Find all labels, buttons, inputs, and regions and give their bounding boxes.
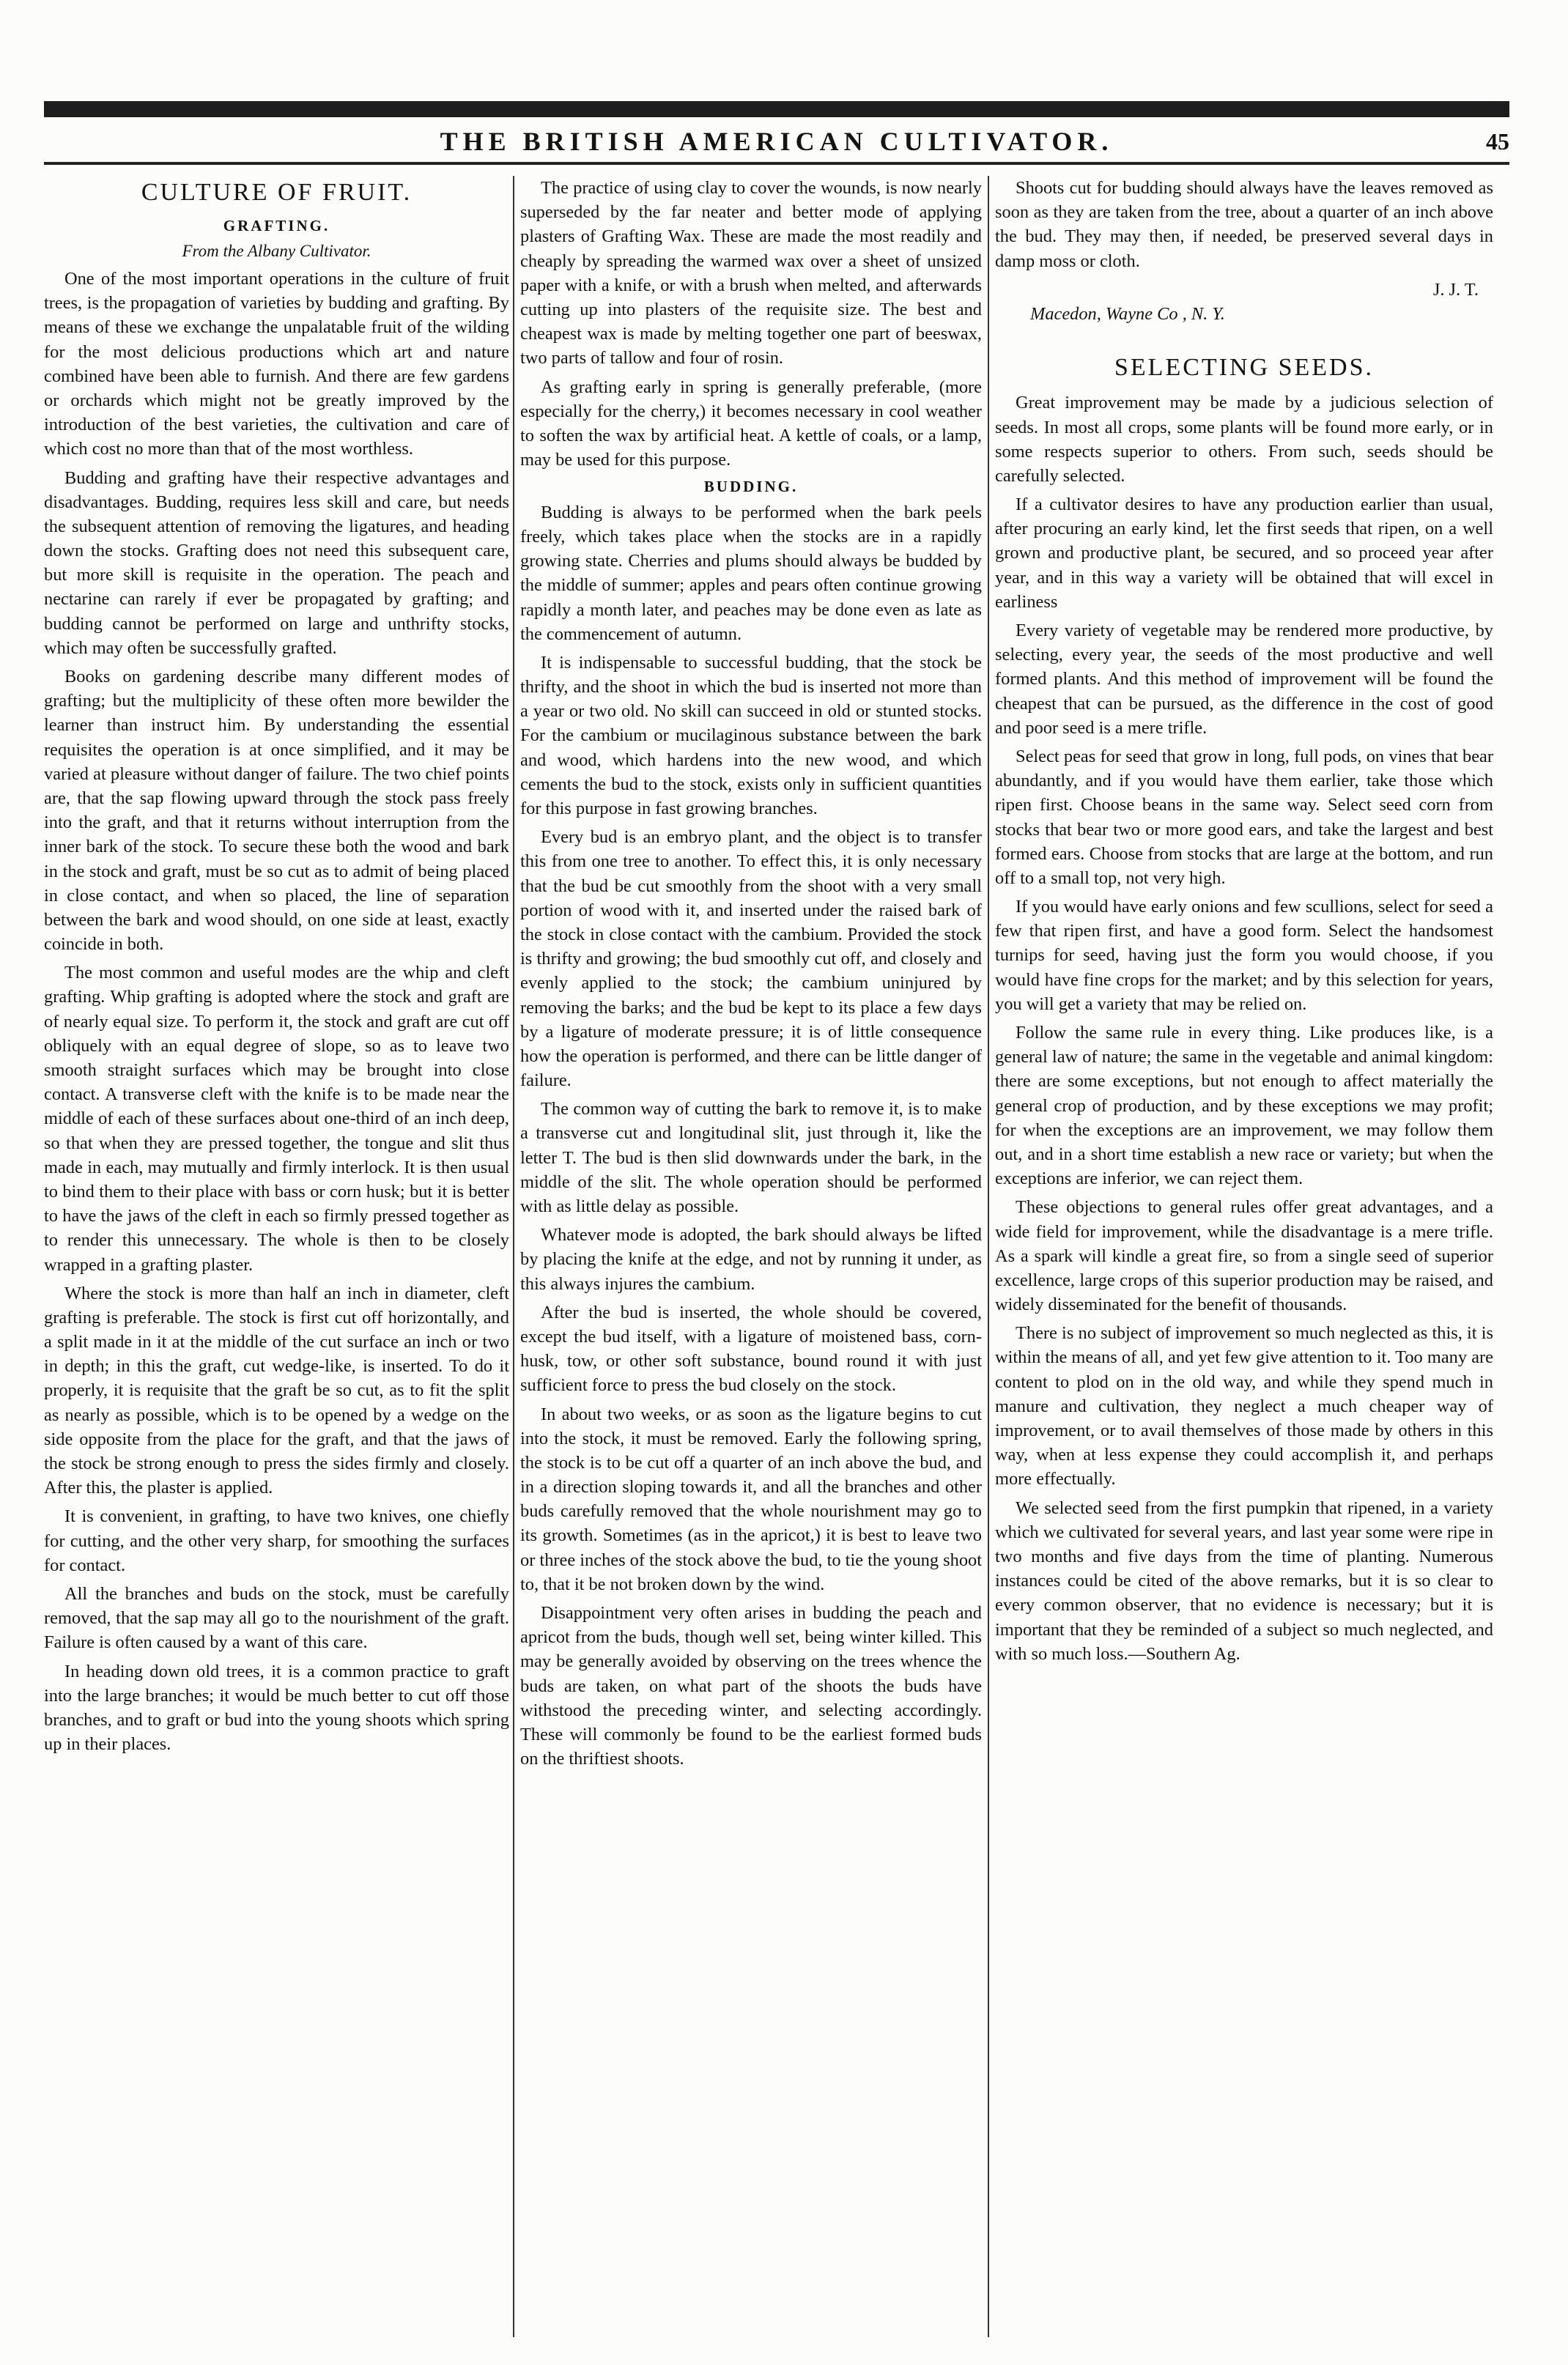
newspaper-title: THE BRITISH AMERICAN CULTIVATOR. <box>440 127 1114 156</box>
paragraph: Books on gardening describe many different modes of grafting; but the multiplicity of these often more bewilder the learner than instruct him. By understanding the essential requisites the operation is at once simplified, and it may be varied at pleasure without danger of failure. The two chief points are, that the sap flowing upward through the stock pass freely into the graft, and that it returns without interruption from the inner bark of the stock. To secure these both the wood and bark in the stock and graft, must be so cut as to admit of being placed in close contact, and when so placed, the line of separation between the bark and wood should, on one side at least, exactly coincide in both. <box>44 667 509 955</box>
paragraph: The common way of cutting the bark to remove it, is to make a transverse cut and longitudinal slit, just through it, like the letter T. The bud is then slid downwards under the bark, in the middle of the slit. The whole operation should be performed with as little delay as possible. <box>520 1099 982 1217</box>
paragraph: Select peas for seed that grow in long, full pods, on vines that bear abundantly, and if you would have them earlier, take those which ripen first. Choose beans in the same way. Select seed corn from stocks that bear two or more good ears, and take the largest and best formed ears. Choose from stocks that are large at the bottom, and run off to a small top, not very high. <box>995 746 1493 888</box>
top-ornamental-rule <box>44 101 1509 117</box>
column-2 <box>520 176 982 2352</box>
column-rule <box>988 176 989 2337</box>
paragraph: As grafting early in spring is generally preferable, (more especially for the cherry,) it becomes necessary in cool weather to soften the wax by artificial heat. A kettle of coals, or a lamp, may be used for this purpose. <box>520 377 982 470</box>
paragraph: All the branches and buds on the stock, must be carefully removed, that the sap may all go to the nourishment of the graft. Failure is often caused by a want of this care. <box>44 1583 509 1653</box>
article-title: CULTURE OF FRUIT. <box>141 179 413 206</box>
paragraph: If a cultivator desires to have any production earlier than usual, after procuring an early kind, let the first seeds that ripen, on a well grown and productive plant, be secured, and so proceed year after year, and in this way a variety will be obtained that will excel in earliness <box>995 495 1493 612</box>
paragraph: Every bud is an embryo plant, and the object is to transfer this from one tree to another. To effect this, it is only necessary that the bud be cut smoothly from the shoot with a very small portion of wood with it, and inserted under the raised bark of the stock in close contact with the cambium. Provided the stock is thrifty and growing; the bud smoothly cut off, and closely and evenly applied to the stock; the cambium uninjured by removing the barks; and the bud be kept to its place a few days by a ligature of moderate pressure; it is of little consequence how the operation is performed, and there can be little danger of failure. <box>520 827 982 1091</box>
paragraph: There is no subject of improvement so much neglected as this, it is within the means of all, and yet few give attention to it. Too many are content to plod on in the old way, and while they spend much in manure and cultivation, they neglect a much cheaper way of improvement, or to avail themselves of those made by others in this way, when at less expense they could accomplish it, and perhaps more effectually. <box>995 1323 1493 1489</box>
column-3 <box>995 176 1493 2352</box>
paragraph: In about two weeks, or as soon as the ligature begins to cut into the stock, it must be removed. Early the following spring, the stock is to be cut off a quarter of an inch above the bud, and in a direction sloping towards it, and all the branches and other buds carefully removed that the whole nourishment may go to its growth. Sometimes (as in the apricot,) it is best to leave two or three inches of the stock above the bud, to tie the young shoot to, that it be not broken down by the wind. <box>520 1404 982 1594</box>
running-header <box>44 121 1509 165</box>
paragraph: If you would have early onions and few scullions, select for seed a few that ripen first, and have a good form. Select the handsomest turnips for seed, having just the form you would choose, if you would have fine crops for the market; and by this selection for years, you will get a variety that may be relied on. <box>995 897 1493 1014</box>
article-source: From the Albany Cultivator. <box>182 241 371 260</box>
paragraph: In heading down old trees, it is a common practice to graft into the large branches; it would be much better to cut off those branches, and to graft or bud into the young shoots which spring up in their places. <box>44 1661 509 1755</box>
section-heading: BUDDING. <box>703 478 799 496</box>
paragraph: Whatever mode is adopted, the bark should always be lifted by placing the knife at the edge, and not by running it under, as this always injures the cambium. <box>520 1225 982 1294</box>
paragraph: We selected seed from the first pumpkin that ripened, in a variety which we cultivated for several years, and last year some were ripe in two months and five days from the time of planting. Numerous instances could be cited of the above remarks, but it is so clear to every common observer, that no evidence is necessary; but it is important that they be reminded of a subject so much neglected, and with so much loss.—Southern Ag. <box>995 1498 1493 1664</box>
paragraph: The practice of using clay to cover the wounds, is now nearly superseded by the far neater and better mode of applying plasters of Grafting Wax. These are made the most readily and cheaply by spreading the warmed wax over a sheet of unsized paper with a knife, or with a brush when melted, and afterwards cutting up into plasters of the requisite size. The best and cheapest wax is made by melting together one part of beeswax, two parts of tallow and four of rosin. <box>520 178 982 369</box>
section-heading: GRAFTING. <box>223 217 330 235</box>
author-signature: J. J. T. <box>1432 279 1479 300</box>
paragraph: Great improvement may be made by a judicious selection of seeds. In most all crops, some plants will be found more early, or in some respects superior to others. From such, seeds should be carefully selected. <box>995 393 1493 486</box>
author-location: Macedon, Wayne Co , N. Y. <box>1030 303 1225 324</box>
paragraph: After the bud is inserted, the whole should be covered, except the bud itself, with a ligature of moistened bass, corn-husk, tow, or other soft substance, bound round it with just sufficient force to press the bud closely on the stock. <box>520 1302 982 1396</box>
paragraph: Budding is always to be performed when the bark peels freely, which takes place when the stocks are in a rapidly growing state. Cherries and plums should always be budded by the middle of summer; apples and pears often continue growing rapidly a month later, and peaches may be done even as late as the commencement of autumn. <box>520 502 982 644</box>
paragraph: Budding and grafting have their respective advantages and disadvantages. Budding, requires less skill and care, but needs the subsequent attention of removing the ligatures, and heading down the stocks. Grafting does not need this subsequent care, but more skill is requisite in the operation. The peach and nectarine can rarely if ever be propagated by grafting; and budding cannot be performed on large and unthrifty stocks, which may often be successfully grafted. <box>44 467 509 658</box>
paragraph: Follow the same rule in every thing. Like produces like, is a general law of nature; the same in the vegetable and animal kingdom: there are some exceptions, but not enough to affect materially the general crop of production, and by these exceptions we may profit; for when the exceptions are an improvement, we may follow them out, and in a short time establish a new race or variety; but when the exceptions are inferior, we can reject them. <box>995 1023 1493 1189</box>
paragraph: Where the stock is more than half an inch in diameter, cleft grafting is preferable. The stock is first cut off horizontally, and a split made in it at the middle of the cut surface an inch or two in depth; in this the graft, cut wedge-like, is inserted. To do it properly, it is requisite that the graft be so cut, as to fit the split as nearly as possible, which is to be opened by a wedge on the side opposite from the place for the graft, and that the jaws of the stock be strong enough to press the sides firmly and closely. After this, the plaster is applied. <box>44 1283 509 1498</box>
paragraph: Every variety of vegetable may be rendered more productive, by selecting, every year, the seeds of the most productive and well formed plants. And this method of improvement will be found the cheapest that can be pursued, as the difference in the cost of good and poor seed is a mere trifle. <box>995 621 1493 738</box>
article-title: SELECTING SEEDS. <box>1114 354 1374 382</box>
column-1 <box>44 176 509 2352</box>
paragraph: One of the most important operations in the culture of fruit trees, is the propagation of varieties by budding and grafting. By means of these we exchange the unpalatable fruit of the wilding for the most delicious productions which art and nature combined have been able to furnish. And there are few gardens or orchards which might not be greatly improved by the introduction of the best varieties, the cultivation and care of which cost no more than that of the most worthless. <box>44 269 509 459</box>
paragraph: Shoots cut for budding should always have the leaves removed as soon as they are taken from the tree, about a quarter of an inch above the bud. They may then, if needed, be preserved several days in damp moss or cloth. <box>995 178 1493 271</box>
paragraph: Disappointment very often arises in budding the peach and apricot from the buds, though well set, being winter killed. This may be generally avoided by observing on the trees whence the buds are taken, on what part of the shoots the buds have withstood the preceding winter, and selecting accordingly. These will commonly be found to be the earliest formed buds on the thriftiest shoots. <box>520 1603 982 1769</box>
paragraph: It is convenient, in grafting, to have two knives, one chiefly for cutting, and the other very sharp, for smoothing the surfaces for contact. <box>44 1506 509 1575</box>
column-rule <box>513 176 514 2337</box>
paragraph: These objections to general rules offer great advantages, and a wide field for improvement, while the disadvantage is a mere trifle. As a spark will kindle a great fire, so from a single seed of superior excellence, large crops of this superior production may be raised, and widely disseminated for the benefit of thousands. <box>995 1197 1493 1315</box>
paragraph: The most common and useful modes are the whip and cleft grafting. Whip grafting is adopted where the stock and graft are of nearly equal size. To perform it, the stock and graft are cut off obliquely with an equal degree of slope, so as to leave two smooth straight surfaces which may be brought into close contact. A transverse cleft with the knife is to be made near the middle of each of these surfaces about one-third of an inch deep, so that when they are pressed together, the tongue and slit thus made in each, may mutually and firmly interlock. It is then usual to bind them to their place with bass or corn husk; but it is better to have the jaws of the cleft in each so firmly pressed together as to render this unnecessary. The whole is then to be closely wrapped in a grafting plaster. <box>44 963 509 1275</box>
paragraph: It is indispensable to successful budding, that the stock be thrifty, and the shoot in which the bud is inserted not more than a year or two old. No skill can succeed in old or stunted stocks. For the cambium or mucilaginous substance between the bark and wood, which hardens into the new wood, and which cements the bud to the stock, exists only in sufficient quantities for this purpose in fast growing branches. <box>520 652 982 819</box>
page-number: 45 <box>1486 127 1509 155</box>
